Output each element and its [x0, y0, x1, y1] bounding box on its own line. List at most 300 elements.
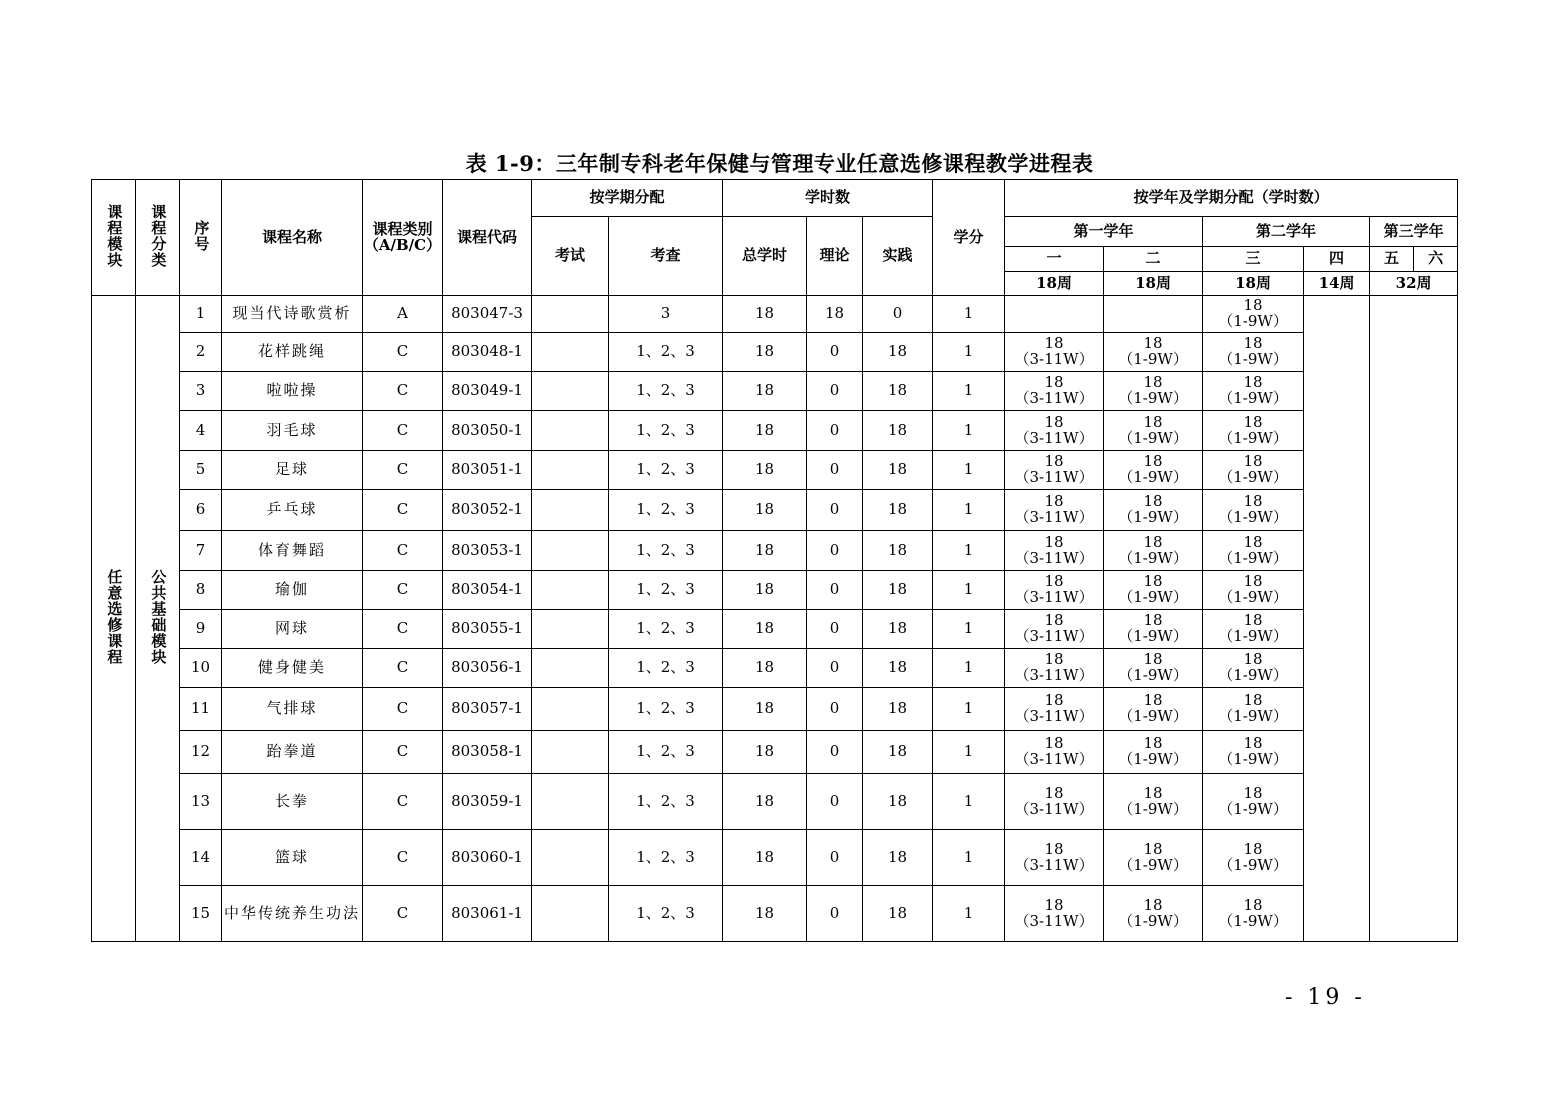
term3-schedule-cell	[1203, 830, 1304, 886]
schedule-weeks: （1-9W）	[1118, 389, 1188, 407]
schedule-hours: 18	[1243, 839, 1263, 858]
exam-cell	[532, 490, 609, 531]
term1-schedule-cell	[1005, 649, 1104, 688]
term56-schedule-cell	[1370, 296, 1458, 942]
schedule-hours: 18	[1044, 373, 1064, 392]
schedule-weeks: （1-9W）	[1118, 350, 1188, 368]
exam-cell	[532, 830, 609, 886]
course-code-cell: 803051-1	[443, 451, 532, 490]
term3-schedule-cell	[1203, 571, 1304, 610]
term2-schedule-cell	[1104, 571, 1203, 610]
table-row	[92, 411, 1458, 451]
schedule-hours: 18	[1243, 296, 1263, 315]
practice-cell: 0	[863, 296, 933, 333]
seq-cell: 8	[180, 571, 222, 610]
header-course-code: 课程代码	[443, 180, 532, 296]
term2-schedule-cell	[1104, 774, 1203, 830]
header-practice: 实践	[863, 217, 933, 296]
theory-cell: 0	[807, 731, 863, 774]
table-row	[92, 886, 1458, 942]
total-hours-cell: 18	[723, 649, 807, 688]
course-type-cell: C	[363, 372, 443, 411]
course-type-cell: C	[363, 731, 443, 774]
credit-cell: 1	[933, 649, 1005, 688]
course-type-cell: C	[363, 649, 443, 688]
schedule-weeks: （1-9W）	[1118, 666, 1188, 684]
schedule-hours: 18	[1243, 452, 1263, 471]
check-cell: 1、2、3	[609, 411, 723, 451]
schedule-hours: 18	[1143, 532, 1163, 551]
course-name-cell: 现当代诗歌赏析	[222, 296, 363, 333]
course-code-cell: 803060-1	[443, 830, 532, 886]
schedule-hours: 18	[1243, 572, 1263, 591]
theory-cell: 0	[807, 774, 863, 830]
course-name-cell: 中华传统养生功法	[222, 886, 363, 942]
course-code-cell: 803059-1	[443, 774, 532, 830]
schedule-hours: 18	[1243, 691, 1263, 710]
theory-cell: 0	[807, 490, 863, 531]
seq-cell: 11	[180, 688, 222, 731]
course-code-cell: 803056-1	[443, 649, 532, 688]
theory-cell: 18	[807, 296, 863, 333]
header-term6: 六	[1414, 247, 1458, 272]
total-hours-cell: 18	[723, 411, 807, 451]
practice-cell: 18	[863, 649, 933, 688]
practice-cell: 18	[863, 333, 933, 372]
schedule-hours: 18	[1143, 611, 1163, 630]
term2-schedule-cell	[1104, 731, 1203, 774]
course-code-cell: 803047-3	[443, 296, 532, 333]
total-hours-cell: 18	[723, 688, 807, 731]
total-hours-cell: 18	[723, 531, 807, 571]
course-code-cell: 803050-1	[443, 411, 532, 451]
term1-schedule-cell	[1005, 411, 1104, 451]
check-cell: 1、2、3	[609, 333, 723, 372]
practice-cell: 18	[863, 830, 933, 886]
schedule-hours: 18	[1143, 412, 1163, 431]
schedule-hours: 18	[1044, 572, 1064, 591]
schedule-hours: 18	[1044, 691, 1064, 710]
course-code-cell: 803049-1	[443, 372, 532, 411]
schedule-hours: 18	[1243, 532, 1263, 551]
schedule-hours: 18	[1243, 734, 1263, 753]
term3-schedule-cell	[1203, 774, 1304, 830]
practice-cell: 18	[863, 531, 933, 571]
schedule-weeks: （1-9W）	[1218, 389, 1288, 407]
term1-schedule-cell	[1005, 333, 1104, 372]
course-name-cell: 啦啦操	[222, 372, 363, 411]
schedule-weeks: （1-9W）	[1118, 855, 1188, 874]
exam-cell	[532, 774, 609, 830]
term2-schedule-cell	[1104, 411, 1203, 451]
term2-schedule-cell	[1104, 372, 1203, 411]
schedule-weeks: （3-11W）	[1014, 799, 1094, 818]
table-row	[92, 571, 1458, 610]
schedule-hours: 18	[1243, 412, 1263, 431]
schedule-weeks: （3-11W）	[1014, 666, 1094, 684]
check-cell: 1、2、3	[609, 531, 723, 571]
seq-cell: 5	[180, 451, 222, 490]
term1-schedule-cell	[1005, 688, 1104, 731]
schedule-weeks: （3-11W）	[1014, 468, 1094, 486]
theory-cell: 0	[807, 411, 863, 451]
table-row	[92, 688, 1458, 731]
seq-cell: 4	[180, 411, 222, 451]
schedule-weeks: （1-9W）	[1218, 312, 1288, 330]
seq-cell: 14	[180, 830, 222, 886]
schedule-weeks: （1-9W）	[1118, 707, 1188, 725]
course-type-cell: C	[363, 451, 443, 490]
total-hours-cell: 18	[723, 451, 807, 490]
course-code-cell: 803052-1	[443, 490, 532, 531]
term1-schedule-cell	[1005, 774, 1104, 830]
header-seq: 序号	[180, 180, 222, 296]
term1-schedule-cell	[1005, 886, 1104, 942]
theory-cell: 0	[807, 649, 863, 688]
header-by-year: 按学年及学期分配（学时数）	[1005, 180, 1458, 217]
seq-cell: 9	[180, 610, 222, 649]
total-hours-cell: 18	[723, 571, 807, 610]
table-row	[92, 830, 1458, 886]
schedule-hours: 18	[1044, 611, 1064, 630]
credit-cell: 1	[933, 571, 1005, 610]
schedule-hours: 18	[1044, 412, 1064, 431]
total-hours-cell: 18	[723, 731, 807, 774]
schedule-weeks: （1-9W）	[1118, 468, 1188, 486]
schedule-weeks: （1-9W）	[1218, 588, 1288, 606]
schedule-hours: 18	[1044, 650, 1064, 669]
schedule-weeks: （1-9W）	[1218, 666, 1288, 684]
schedule-weeks: （1-9W）	[1118, 750, 1188, 768]
schedule-weeks: （3-11W）	[1014, 588, 1094, 606]
course-name-cell: 瑜伽	[222, 571, 363, 610]
schedule-weeks: （3-11W）	[1014, 548, 1094, 567]
course-name-cell: 跆拳道	[222, 731, 363, 774]
check-cell: 1、2、3	[609, 649, 723, 688]
check-cell: 1、2、3	[609, 610, 723, 649]
header-theory: 理论	[807, 217, 863, 296]
check-cell: 1、2、3	[609, 688, 723, 731]
table-row	[92, 451, 1458, 490]
theory-cell: 0	[807, 372, 863, 411]
credit-cell: 1	[933, 411, 1005, 451]
schedule-hours: 18	[1243, 492, 1263, 511]
check-cell: 1、2、3	[609, 886, 723, 942]
check-cell: 3	[609, 296, 723, 333]
course-name-cell: 花样跳绳	[222, 333, 363, 372]
course-type-cell: A	[363, 296, 443, 333]
course-code-cell: 803048-1	[443, 333, 532, 372]
schedule-hours: 18	[1143, 373, 1163, 392]
theory-cell: 0	[807, 830, 863, 886]
practice-cell: 18	[863, 490, 933, 531]
course-name-cell: 羽毛球	[222, 411, 363, 451]
exam-cell	[532, 886, 609, 942]
seq-cell: 10	[180, 649, 222, 688]
schedule-weeks: （1-9W）	[1118, 548, 1188, 567]
term1-schedule-cell	[1005, 490, 1104, 531]
term2-schedule-cell	[1104, 610, 1203, 649]
term2-schedule-cell	[1104, 296, 1203, 333]
credit-cell: 1	[933, 451, 1005, 490]
check-cell: 1、2、3	[609, 372, 723, 411]
course-type-cell: C	[363, 333, 443, 372]
credit-cell: 1	[933, 333, 1005, 372]
table-row	[92, 774, 1458, 830]
term1-schedule-cell	[1005, 830, 1104, 886]
course-type-cell: C	[363, 830, 443, 886]
practice-cell: 18	[863, 571, 933, 610]
credit-cell: 1	[933, 296, 1005, 333]
check-cell: 1、2、3	[609, 490, 723, 531]
schedule-weeks: （3-11W）	[1014, 350, 1094, 368]
course-type-cell: C	[363, 531, 443, 571]
course-code-cell: 803061-1	[443, 886, 532, 942]
header-term4: 四	[1304, 247, 1370, 272]
total-hours-cell: 18	[723, 774, 807, 830]
schedule-hours: 18	[1143, 839, 1163, 858]
schedule-weeks: （1-9W）	[1218, 707, 1288, 725]
schedule-hours: 18	[1143, 895, 1163, 914]
total-hours-cell: 18	[723, 830, 807, 886]
term1-schedule-cell	[1005, 571, 1104, 610]
credit-cell: 1	[933, 830, 1005, 886]
schedule-weeks: （1-9W）	[1218, 750, 1288, 768]
schedule-hours: 18	[1243, 373, 1263, 392]
term1-schedule-cell	[1005, 731, 1104, 774]
credit-cell: 1	[933, 731, 1005, 774]
theory-cell: 0	[807, 610, 863, 649]
seq-cell: 7	[180, 531, 222, 571]
term3-schedule-cell	[1203, 731, 1304, 774]
schedule-hours: 18	[1243, 783, 1263, 802]
exam-cell	[532, 372, 609, 411]
theory-cell: 0	[807, 333, 863, 372]
practice-cell: 18	[863, 886, 933, 942]
schedule-weeks: （3-11W）	[1014, 750, 1094, 768]
course-name-cell: 足球	[222, 451, 363, 490]
credit-cell: 1	[933, 886, 1005, 942]
header-course-name: 课程名称	[222, 180, 363, 296]
course-code-cell: 803054-1	[443, 571, 532, 610]
category-label: 公共基础模块	[149, 568, 168, 665]
schedule-weeks: （3-11W）	[1014, 707, 1094, 725]
schedule-hours: 18	[1243, 611, 1263, 630]
course-code-cell: 803058-1	[443, 731, 532, 774]
course-name-cell: 体育舞蹈	[222, 531, 363, 571]
exam-cell	[532, 451, 609, 490]
exam-cell	[532, 411, 609, 451]
schedule-weeks: （1-9W）	[1118, 799, 1188, 818]
term3-schedule-cell	[1203, 649, 1304, 688]
practice-cell: 18	[863, 731, 933, 774]
total-hours-cell: 18	[723, 886, 807, 942]
schedule-hours: 18	[1044, 839, 1064, 858]
schedule-hours: 18	[1044, 452, 1064, 471]
table-row	[92, 531, 1458, 571]
header-exam: 考试	[532, 217, 609, 296]
schedule-weeks: （1-9W）	[1218, 428, 1288, 447]
table-row	[92, 649, 1458, 688]
term2-schedule-cell	[1104, 531, 1203, 571]
schedule-weeks: （3-11W）	[1014, 428, 1094, 447]
schedule-weeks: （1-9W）	[1218, 911, 1288, 930]
schedule-weeks: （1-9W）	[1118, 428, 1188, 447]
header-term5: 五	[1370, 247, 1414, 272]
schedule-weeks: （1-9W）	[1118, 588, 1188, 606]
schedule-weeks: （1-9W）	[1218, 508, 1288, 526]
schedule-weeks: （3-11W）	[1014, 508, 1094, 526]
credit-cell: 1	[933, 610, 1005, 649]
schedule-weeks: （1-9W）	[1118, 911, 1188, 930]
schedule-hours: 18	[1044, 492, 1064, 511]
term1-schedule-cell	[1005, 296, 1104, 333]
practice-cell: 18	[863, 610, 933, 649]
schedule-weeks: （3-11W）	[1014, 627, 1094, 645]
table-title: 表 1-9：三年制专科老年保健与管理专业任意选修课程教学进程表	[465, 151, 1094, 176]
course-type-cell: C	[363, 610, 443, 649]
practice-cell: 18	[863, 411, 933, 451]
theory-cell: 0	[807, 688, 863, 731]
course-type-cell: C	[363, 774, 443, 830]
term3-schedule-cell	[1203, 411, 1304, 451]
schedule-hours: 18	[1143, 572, 1163, 591]
table-row	[92, 372, 1458, 411]
header-year1: 第一学年	[1005, 217, 1203, 247]
course-type-cell: C	[363, 886, 443, 942]
theory-cell: 0	[807, 886, 863, 942]
seq-cell: 6	[180, 490, 222, 531]
schedule-weeks: （1-9W）	[1218, 799, 1288, 818]
term2-schedule-cell	[1104, 886, 1203, 942]
course-type-cell: C	[363, 490, 443, 531]
schedule-hours: 18	[1243, 650, 1263, 669]
course-name-cell: 乒乓球	[222, 490, 363, 531]
header-weeks-term56: 32周	[1370, 272, 1458, 296]
practice-cell: 18	[863, 688, 933, 731]
schedule-hours: 18	[1243, 895, 1263, 914]
schedule-hours: 18	[1143, 691, 1163, 710]
schedule-weeks: （1-9W）	[1218, 350, 1288, 368]
term3-schedule-cell	[1203, 610, 1304, 649]
check-cell: 1、2、3	[609, 731, 723, 774]
schedule-weeks: （1-9W）	[1218, 468, 1288, 486]
header-term3: 三	[1203, 247, 1304, 272]
practice-cell: 18	[863, 451, 933, 490]
seq-cell: 12	[180, 731, 222, 774]
header-weeks-term2: 18周	[1104, 272, 1203, 296]
exam-cell	[532, 610, 609, 649]
credit-cell: 1	[933, 774, 1005, 830]
course-type-cell: C	[363, 571, 443, 610]
schedule-hours: 18	[1243, 334, 1263, 353]
check-cell: 1、2、3	[609, 830, 723, 886]
term2-schedule-cell	[1104, 688, 1203, 731]
course-type-cell: C	[363, 411, 443, 451]
check-cell: 1、2、3	[609, 571, 723, 610]
seq-cell: 1	[180, 296, 222, 333]
header-credit: 学分	[933, 180, 1005, 296]
header-year2: 第二学年	[1203, 217, 1370, 247]
exam-cell	[532, 731, 609, 774]
course-code-cell: 803055-1	[443, 610, 532, 649]
credit-cell: 1	[933, 490, 1005, 531]
table-row	[92, 490, 1458, 531]
credit-cell: 1	[933, 372, 1005, 411]
exam-cell	[532, 571, 609, 610]
total-hours-cell: 18	[723, 490, 807, 531]
exam-cell	[532, 296, 609, 333]
header-weeks-term3: 18周	[1203, 272, 1304, 296]
schedule-weeks: （3-11W）	[1014, 855, 1094, 874]
header-year3: 第三学年	[1370, 217, 1458, 247]
table-row	[92, 296, 1458, 333]
header-category: 课程分类	[136, 180, 180, 296]
schedule-weeks: （1-9W）	[1218, 627, 1288, 645]
term3-schedule-cell	[1203, 886, 1304, 942]
term3-schedule-cell	[1203, 531, 1304, 571]
schedule-weeks: （3-11W）	[1014, 389, 1094, 407]
table-row	[92, 731, 1458, 774]
term2-schedule-cell	[1104, 830, 1203, 886]
schedule-weeks: （1-9W）	[1118, 627, 1188, 645]
term3-schedule-cell	[1203, 490, 1304, 531]
term2-schedule-cell	[1104, 649, 1203, 688]
module-cell	[92, 296, 136, 942]
term1-schedule-cell	[1005, 531, 1104, 571]
schedule-weeks: （1-9W）	[1118, 508, 1188, 526]
course-name-cell: 气排球	[222, 688, 363, 731]
schedule-hours: 18	[1143, 734, 1163, 753]
schedule-hours: 18	[1044, 783, 1064, 802]
table-row	[92, 333, 1458, 372]
check-cell: 1、2、3	[609, 774, 723, 830]
total-hours-cell: 18	[723, 372, 807, 411]
check-cell: 1、2、3	[609, 451, 723, 490]
total-hours-cell: 18	[723, 333, 807, 372]
exam-cell	[532, 333, 609, 372]
page-number: - 19 -	[1285, 985, 1366, 1010]
category-cell	[136, 296, 180, 942]
term2-schedule-cell	[1104, 333, 1203, 372]
table-row	[92, 610, 1458, 649]
term2-schedule-cell	[1104, 490, 1203, 531]
theory-cell: 0	[807, 531, 863, 571]
header-term1: 一	[1005, 247, 1104, 272]
term2-schedule-cell	[1104, 451, 1203, 490]
term1-schedule-cell	[1005, 610, 1104, 649]
term3-schedule-cell	[1203, 296, 1304, 333]
header-weeks-term4: 14周	[1304, 272, 1370, 296]
term3-schedule-cell	[1203, 372, 1304, 411]
schedule-hours: 18	[1143, 783, 1163, 802]
exam-cell	[532, 531, 609, 571]
header-course-type: 课程类别（A/B/C）	[363, 180, 443, 296]
course-name-cell: 长拳	[222, 774, 363, 830]
schedule-hours: 18	[1044, 895, 1064, 914]
seq-cell: 3	[180, 372, 222, 411]
schedule-weeks: （1-9W）	[1218, 855, 1288, 874]
term3-schedule-cell	[1203, 688, 1304, 731]
theory-cell: 0	[807, 571, 863, 610]
schedule-weeks: （3-11W）	[1014, 911, 1094, 930]
practice-cell: 18	[863, 372, 933, 411]
term3-schedule-cell	[1203, 451, 1304, 490]
header-total-hours: 总学时	[723, 217, 807, 296]
theory-cell: 0	[807, 451, 863, 490]
header-weeks-term1: 18周	[1005, 272, 1104, 296]
term1-schedule-cell	[1005, 451, 1104, 490]
